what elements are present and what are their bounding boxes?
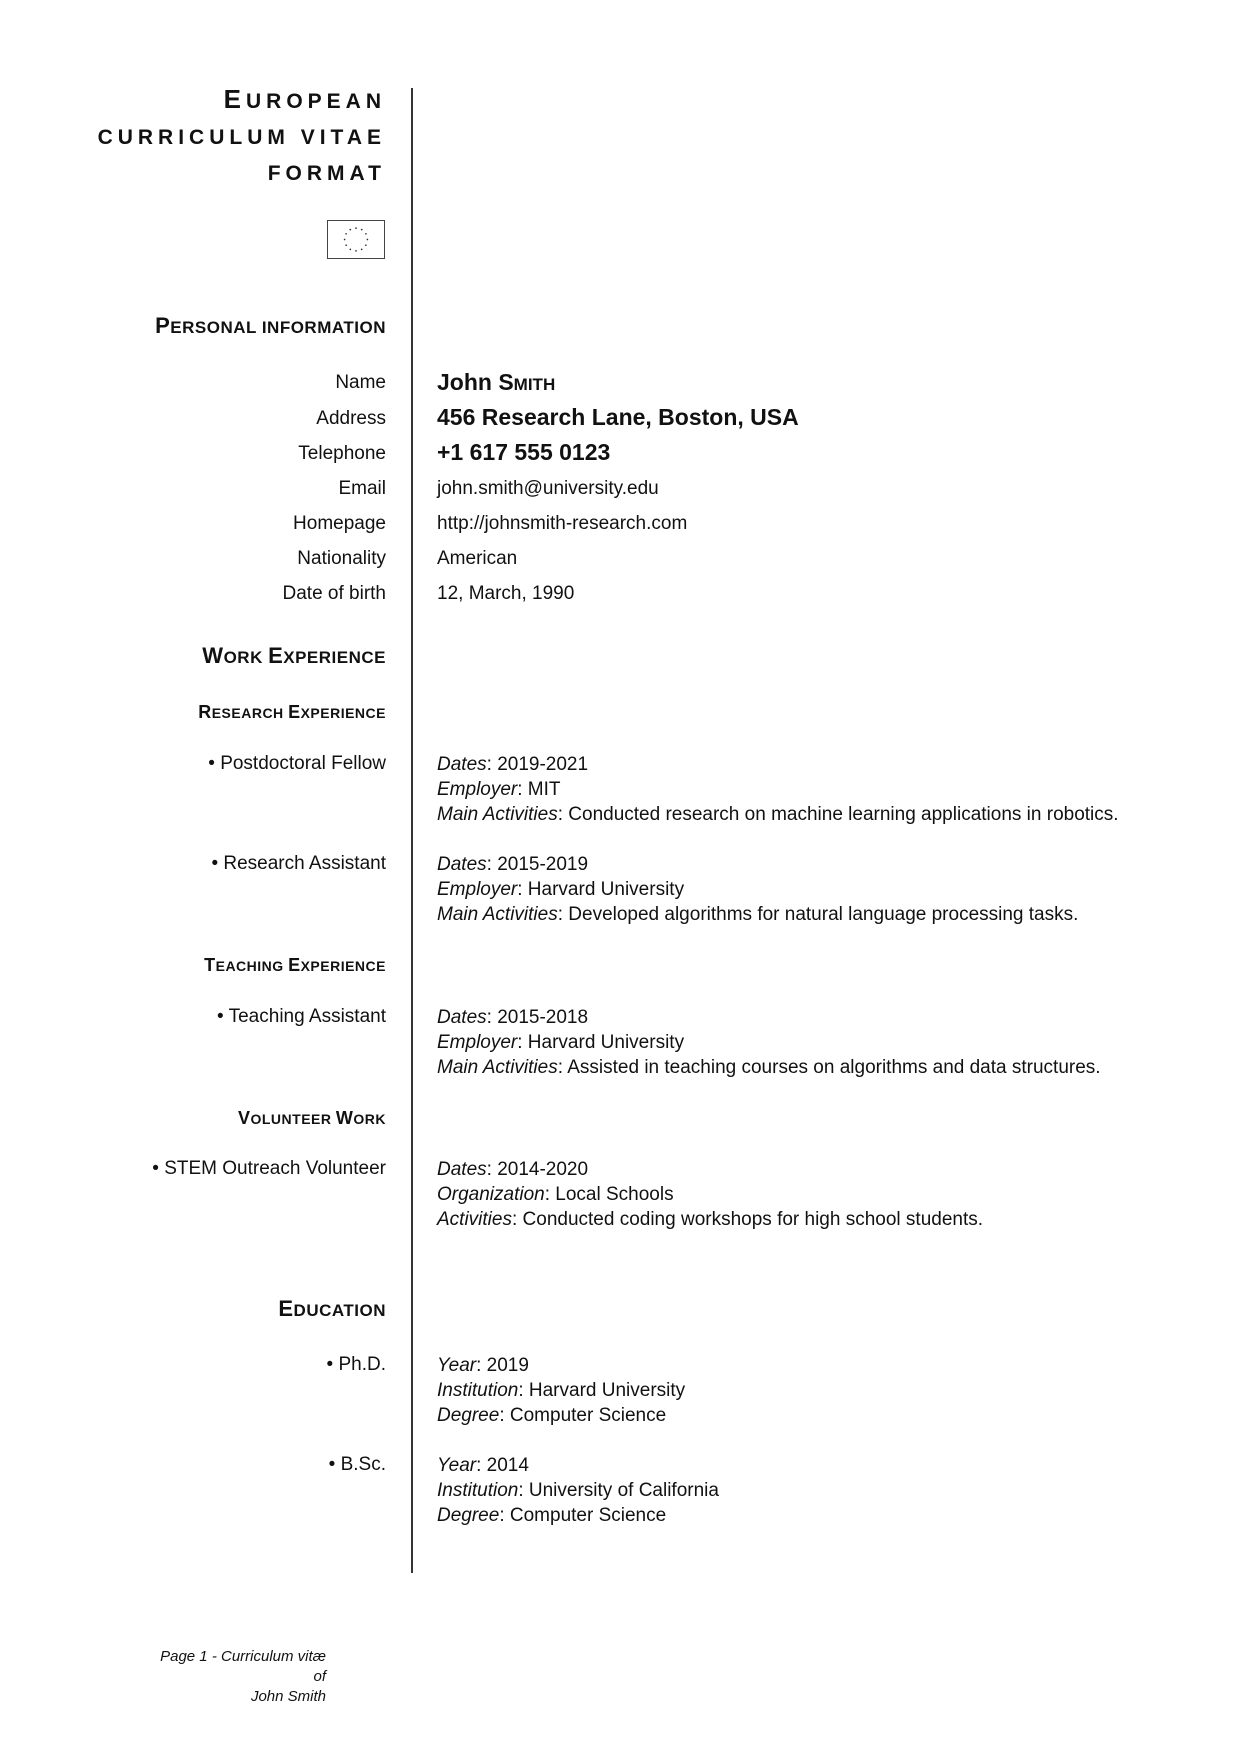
address-label: Address (316, 408, 386, 429)
page-footer: Page 1 - Curriculum vitæ of John Smith (160, 1648, 326, 1705)
format-title-line2: CURRICULUM VITAE (97, 126, 386, 149)
entry-details-postdoc: Dates: 2019-2021 Employer: MIT Main Activities: Conducted research on machine learning applications in robotics. (437, 754, 1119, 825)
flag-star (344, 239, 346, 241)
volunteer-work-heading: VOLUNTEER WORK (237, 1108, 386, 1128)
flag-star (355, 250, 357, 252)
nationality-label: Nationality (297, 548, 386, 569)
nationality-value: American (437, 548, 518, 569)
telephone-label: Telephone (298, 443, 386, 464)
personal-info-heading: PERSONAL INFORMATION (155, 313, 386, 338)
flag-star (365, 244, 367, 246)
homepage-value: http://johnsmith-research.com (437, 513, 688, 534)
name-label: Name (335, 372, 386, 393)
column-divider (411, 88, 413, 1573)
research-experience-heading: RESEARCH EXPERIENCE (198, 702, 386, 722)
entry-details-phd: Year: 2019 Institution: Harvard University Degree: Computer Science (437, 1355, 686, 1426)
entry-details-teaching-assistant: Dates: 2015-2018 Employer: Harvard University Main Activities: Assisted in teaching courses on algorithms and data structures. (437, 1007, 1101, 1078)
entry-details-research-assistant: Dates: 2015-2019 Employer: Harvard University Main Activities: Developed algorithms for natural language processing tasks. (437, 854, 1079, 925)
work-experience-heading: WORK EXPERIENCE (202, 643, 386, 668)
format-title-line3: FORMAT (267, 162, 386, 185)
eu-flag-icon (327, 220, 385, 259)
entry-title-bsc: • B.Sc. (328, 1454, 386, 1475)
flag-star (345, 244, 347, 246)
entry-details-bsc: Year: 2014 Institution: University of California Degree: Computer Science (437, 1455, 719, 1526)
entry-title-stem-volunteer: • STEM Outreach Volunteer (152, 1158, 386, 1179)
entry-title-phd: • Ph.D. (326, 1354, 386, 1375)
dob-label: Date of birth (282, 583, 386, 604)
education-heading: EDUCATION (278, 1296, 386, 1321)
flag-star (361, 229, 363, 231)
dob-value: 12, March, 1990 (437, 583, 575, 604)
flag-star (345, 233, 347, 235)
format-title-line1: EUROPEAN (223, 84, 386, 114)
flag-star (365, 233, 367, 235)
entry-title-postdoc: • Postdoctoral Fellow (208, 753, 386, 774)
address-value: 456 Research Lane, Boston, USA (437, 404, 799, 430)
telephone-value: +1 617 555 0123 (437, 439, 611, 465)
flag-star (355, 227, 357, 229)
homepage-label: Homepage (293, 513, 386, 534)
flag-star (361, 249, 363, 251)
email-value: john.smith@university.edu (437, 478, 659, 499)
email-label: Email (338, 478, 386, 499)
entry-details-stem-volunteer: Dates: 2014-2020 Organization: Local Schools Activities: Conducted coding workshops for high school students. (437, 1159, 984, 1230)
flag-star (367, 239, 369, 241)
flag-star (349, 229, 351, 231)
entry-title-teaching-assistant: • Teaching Assistant (217, 1006, 386, 1027)
teaching-experience-heading: TEACHING EXPERIENCE (204, 955, 386, 975)
entry-title-research-assistant: • Research Assistant (211, 853, 386, 874)
flag-star (349, 249, 351, 251)
name-value: John SMITH (437, 369, 556, 395)
